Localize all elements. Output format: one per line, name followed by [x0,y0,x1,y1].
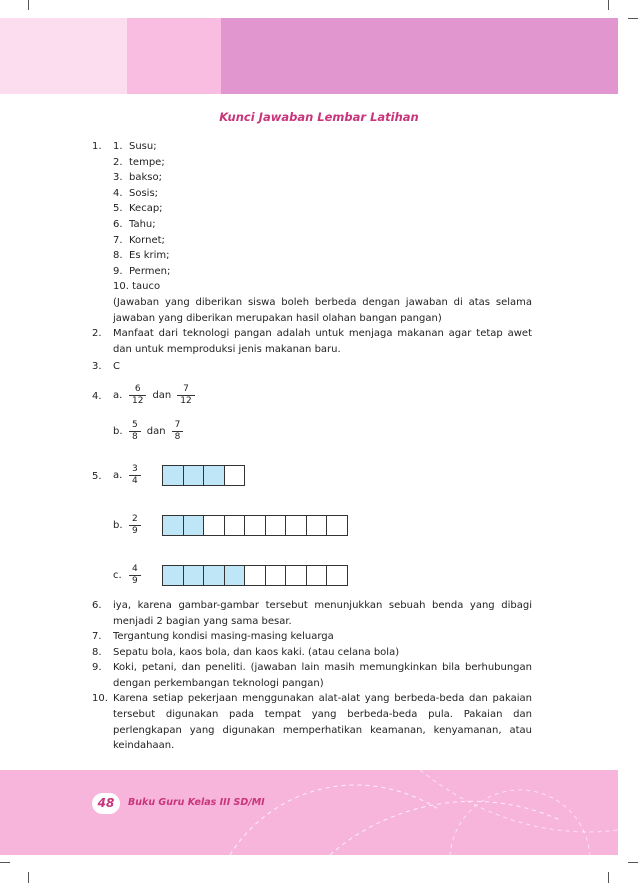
shaded-cell [203,565,225,586]
fraction [129,464,141,487]
sub-text: Kecap; [129,203,163,215]
answer-text: Tergantung kondisi masing-masing keluarga [113,631,334,643]
sub-number: 6. [113,218,123,230]
numerator: 7 [177,384,194,396]
empty-cell [326,515,348,536]
footer-decoration [0,770,618,855]
crop-mark [628,18,638,19]
list-item [113,201,532,217]
denominator: 8 [132,432,138,443]
list-item [113,155,532,171]
numerator: 3 [129,464,141,476]
answer-text: Sepatu bola, kaos bola, dan kaos kaki. (atau celana bola) [113,646,400,658]
fraction-pair-b [113,414,532,450]
sub-text: Es krim; [129,250,170,262]
part-label: a. [113,470,123,482]
page-number-badge: 48 [92,793,120,814]
list-item [113,248,532,264]
item-number: 2. [92,328,102,340]
sub-number: 4. [113,187,123,199]
answer-item-6 [92,598,532,629]
answer-item-8 [92,645,532,661]
answer-item-3 [92,359,532,375]
numerator: 4 [129,564,141,576]
denominator: 4 [132,476,138,487]
shaded-cell [224,565,246,586]
list-item [113,186,532,202]
numerator: 7 [172,420,184,432]
fraction-pair-a [113,378,532,414]
item-number: 4. [92,390,102,402]
empty-cell [326,565,348,586]
fraction-bar-b [113,508,532,544]
item-number: 3. [92,361,102,373]
crop-mark [628,862,638,863]
answer-text: iya, karena gambar-gambar tersebut menunjukkan sebuah benda yang dibagi menjadi 2 bagian yang sama besar. [113,599,532,627]
sub-text: Tahu; [129,218,156,230]
sub-text: Susu; [129,141,157,152]
conjunction: dan [146,426,166,438]
list-item-10: 10. tauco [113,281,161,293]
fraction [177,384,194,407]
page-footer-band [0,770,618,855]
shaded-cell [162,565,184,586]
list-item [113,170,532,186]
conjunction: dan [152,390,172,402]
empty-cell [244,515,266,536]
answer-item-1 [92,139,532,326]
shaded-cell [203,465,225,486]
fraction-grid [163,465,245,486]
denominator: 12 [180,396,192,407]
sub-number: 1. [113,141,123,152]
fraction [129,564,141,587]
denominator: 8 [174,432,181,443]
shaded-cell [183,465,205,486]
part-label: a. [113,390,123,402]
denominator: 9 [132,576,138,587]
sub-text: Permen; [129,265,171,277]
header-block-dark [221,18,618,94]
answer-item-5 [92,458,532,594]
crop-mark [608,0,609,10]
empty-cell [285,515,307,536]
sub-text: bakso; [129,172,162,184]
answer-text: Karena setiap pekerjaan menggunakan alat-alat yang berbeda-beda dan pakaian tersebut digunakan pada tempat yang berbeda-beda pula. Pakaian dan perlengkapan yang digunakan memperhatikan keamanan, kenyamanan, atau keindahaan. [113,693,532,752]
crop-mark [28,0,29,10]
part-label: c. [113,570,122,582]
sub-text: tempe; [129,156,165,168]
empty-cell [224,465,246,486]
empty-cell [203,515,225,536]
answer-item-7 [92,629,532,645]
item-number: 7. [92,631,102,643]
empty-cell [306,515,328,536]
shaded-cell [183,515,205,536]
page-title: Kunci Jawaban Lembar Latihan [219,110,419,124]
shaded-cell [183,565,205,586]
sub-number: 2. [113,156,123,168]
empty-cell [244,565,266,586]
list-item [113,139,532,155]
answer-text: Koki, petani, dan peneliti. (jawaban lain masih memungkinkan bila berhubungan dengan perkembangan teknologi pangan) [113,662,532,689]
denominator: 9 [132,526,138,537]
sub-number: 9. [113,265,123,277]
item-number: 9. [92,662,102,674]
book-title: Buku Guru Kelas III SD/MI [128,797,265,808]
answer-item-4 [92,378,532,450]
sub-text: Sosis; [129,187,159,199]
fraction-bar-a [113,458,532,494]
numerator: 6 [129,384,146,396]
answer-list [92,139,532,754]
crop-mark [608,872,609,883]
fraction [129,420,141,443]
crop-mark [0,862,10,863]
fraction-grid [163,515,348,536]
page-header-banner [0,18,618,94]
part-label: b. [113,426,123,438]
header-block-mid [127,18,221,94]
empty-cell [265,515,287,536]
answer-text: Manfaat dari teknologi pangan adalah untuk menjaga makanan agar tetap awet dan untuk memproduksi jenis makanan baru. [113,328,532,355]
sub-number: 7. [113,234,123,246]
sub-text: Kornet; [129,234,165,246]
sub-number: 5. [113,203,123,215]
answer-note: (Jawaban yang diberikan siswa boleh berbeda dengan jawaban di atas selama jawaban yang diberikan merupakan hasil olahan bangan pangan) [113,296,532,324]
item-number: 5. [92,470,102,482]
list-item [113,217,532,233]
list-item [113,233,532,249]
fraction [172,420,184,443]
fraction-bar-c [113,558,532,594]
empty-cell [265,565,287,586]
item-number: 8. [92,646,102,658]
shaded-cell [162,465,184,486]
numerator: 2 [129,514,141,526]
denominator: 12 [132,396,144,407]
fraction [129,514,141,537]
fraction-grid [163,565,348,586]
item-number: 6. [92,599,102,611]
shaded-cell [162,515,184,536]
empty-cell [285,565,307,586]
fraction [129,384,146,407]
crop-mark [28,872,29,883]
empty-cell [224,515,246,536]
list-item [113,264,532,280]
sub-number: 8. [113,250,123,262]
empty-cell [306,565,328,586]
answer-item-2 [92,326,532,357]
item-number: 1. [92,141,102,152]
answer-item-9 [92,660,532,691]
answer-text: C [113,361,120,373]
part-label: b. [113,520,123,532]
item-number: 10. [92,693,108,705]
answer-item-10 [92,691,532,753]
numerator: 5 [129,420,141,432]
sub-number: 3. [113,172,123,184]
header-block-light [0,18,127,94]
